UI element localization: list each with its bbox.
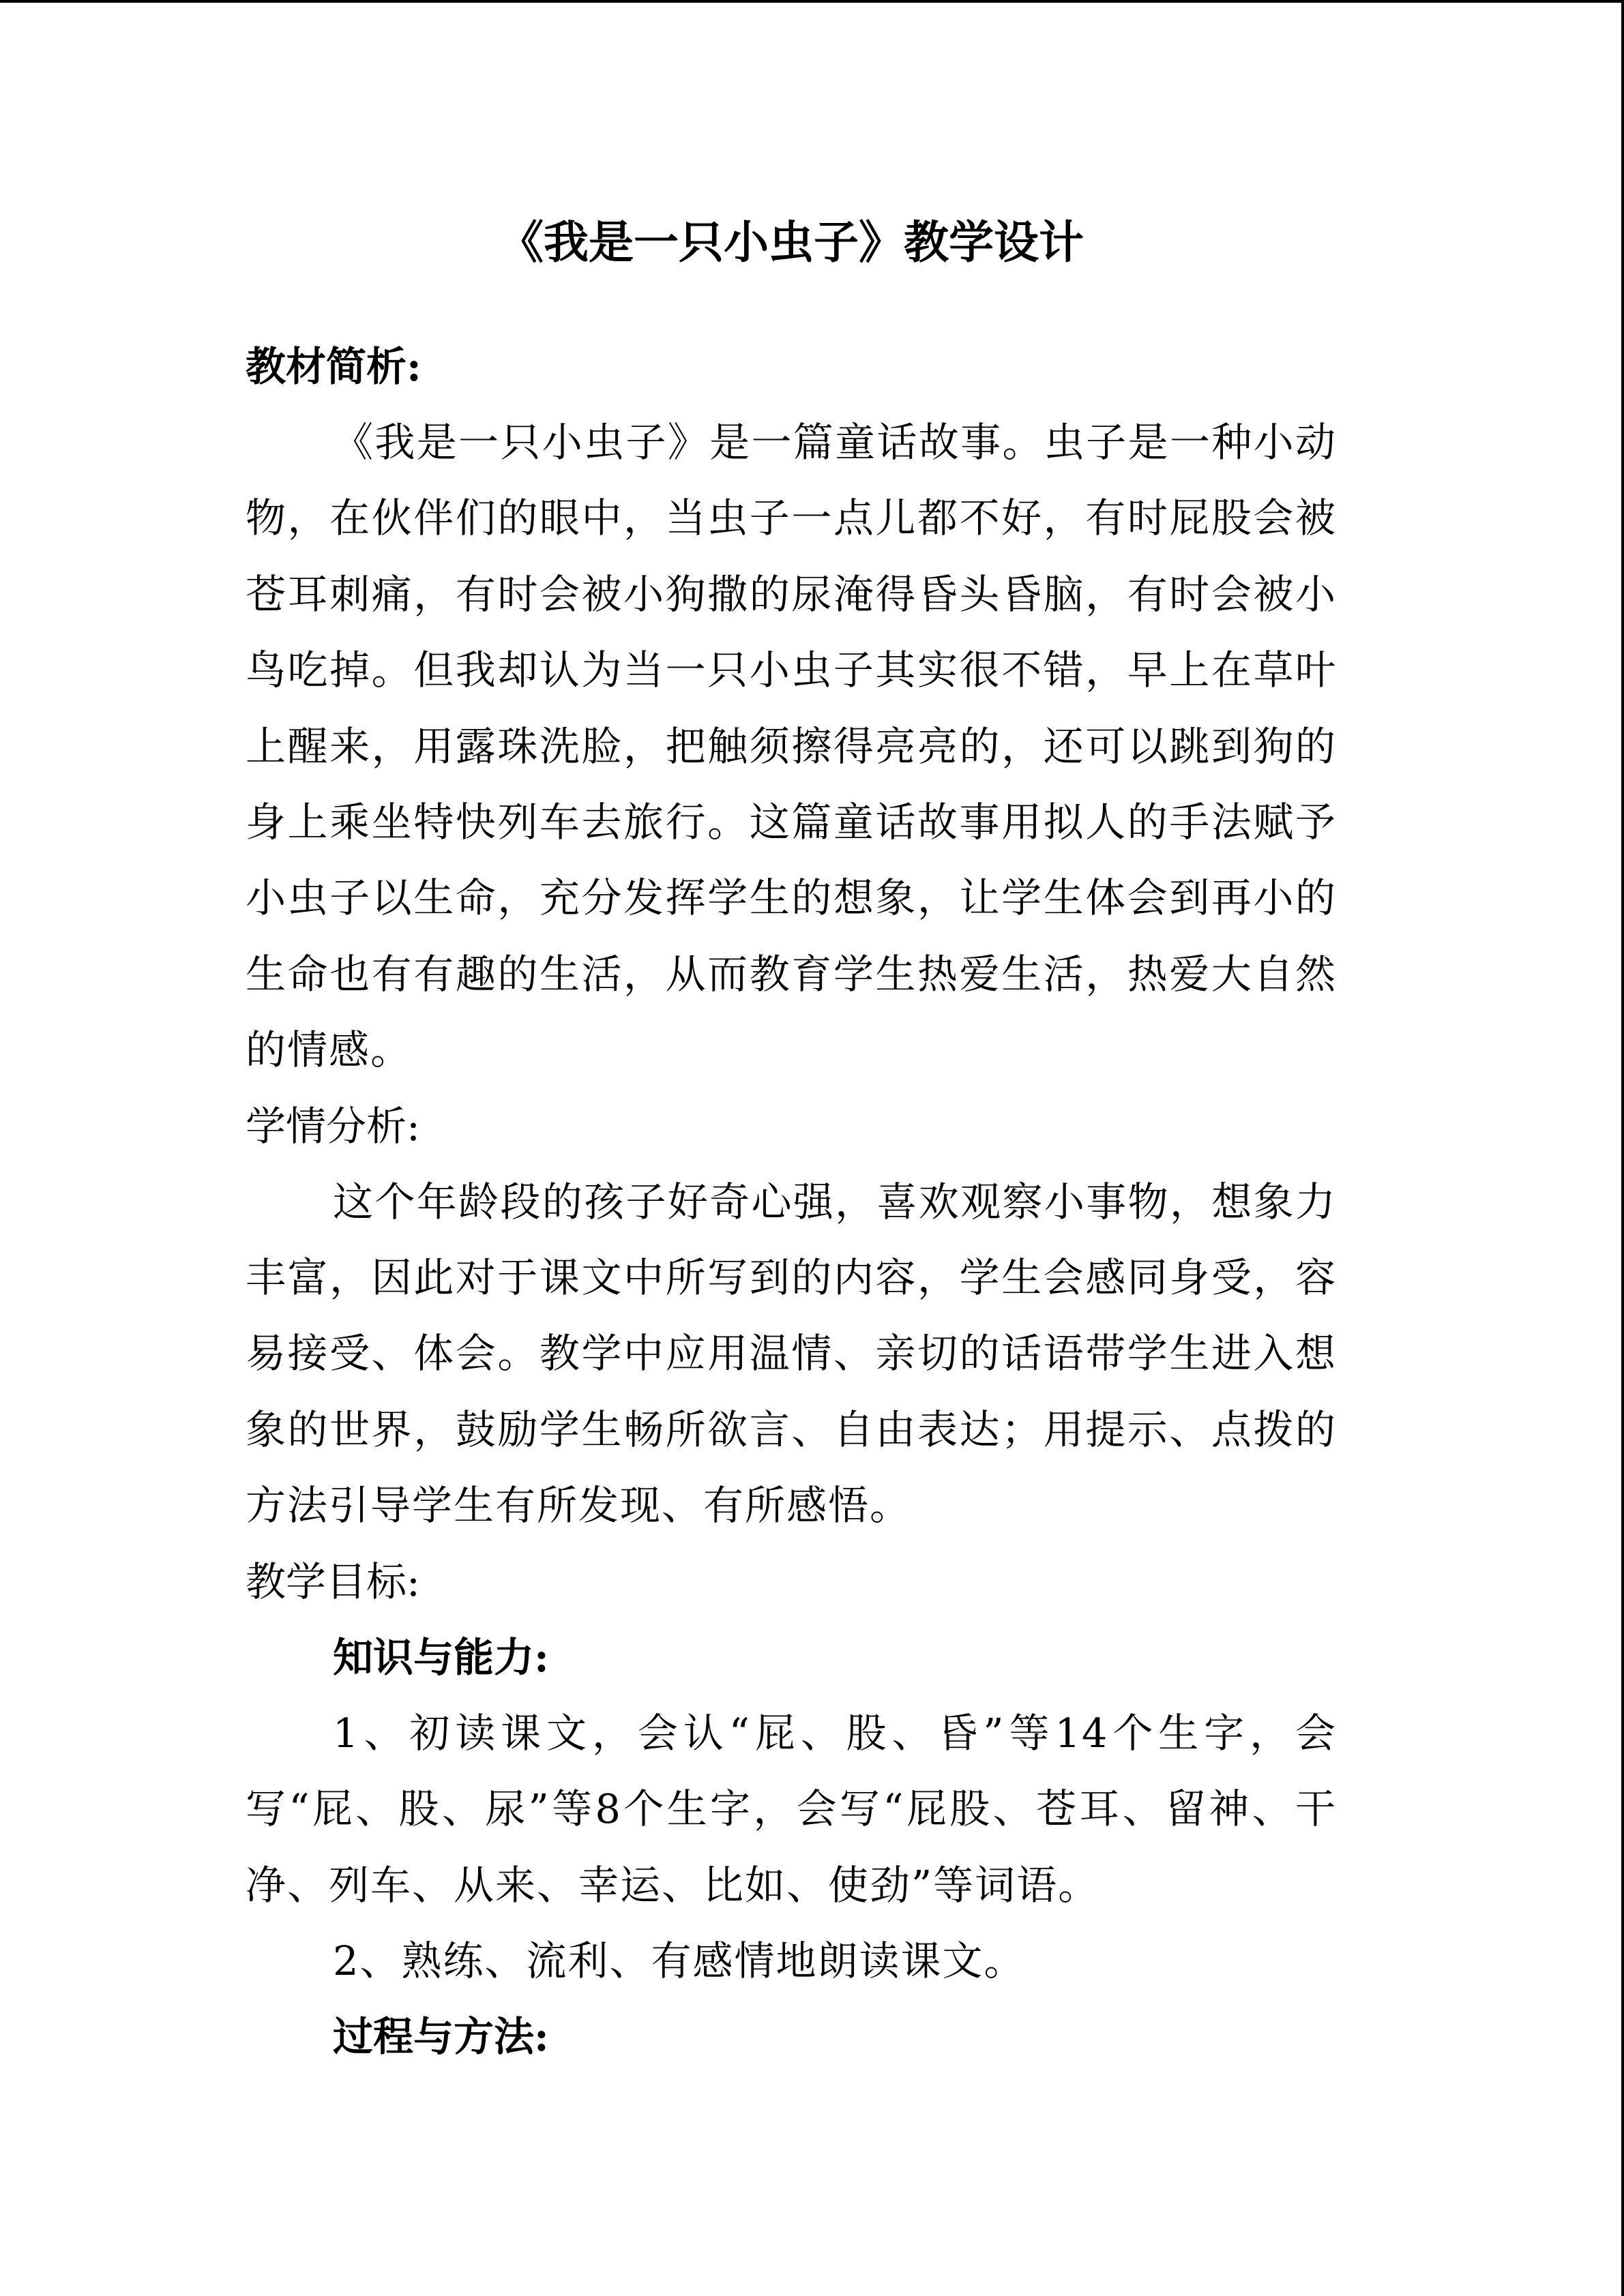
goal-item-2: 2、熟练、流利、有感情地朗读课文。 (333, 1937, 1026, 1984)
document-title: 《我是一只小虫子》教学设计 (499, 215, 1084, 269)
student-analysis-paragraph: 这个年龄段的孩子好奇心强，喜欢观察小事物，想象力丰富，因此对于课文中所写到的内容，学生会感同身受，容易接受、体会。教学中应用温情、亲切的话语带学生进入想象的世界，鼓励学生畅所欲言、自由表达；用提示、点拨的方法引导学生有所发现、有所感悟。 (246, 1178, 1337, 1530)
process-method-heading: 过程与方法: (333, 2013, 549, 2061)
student-analysis-heading: 学情分析: (246, 1102, 420, 1150)
teaching-goals-heading: 教学目标: (246, 1557, 420, 1605)
document-body (246, 205, 1337, 2074)
knowledge-ability-heading: 知识与能力: (333, 1633, 549, 1681)
textbook-analysis-paragraph: 《我是一只小虫子》是一篇童话故事。虫子是一种小动物，在伙伴们的眼中，当虫子一点儿都不好，有时屁股会被苍耳刺痛，有时会被小狗撒的尿淹得昏头昏脑，有时会被小鸟吃掉。但我却认为当一只小虫子其实很不错，早上在草叶上醒来，用露珠洗脸，把触须擦得亮亮的，还可以跳到狗的身上乘坐特快列车去旅行。这篇童话故事用拟人的手法赋予小虫子以生命，充分发挥学生的想象，让学生体会到再小的生命也有有趣的生活，从而教育学生热爱生活，热爱大自然的情感。 (246, 419, 1337, 1074)
page-border-top (0, 0, 1624, 3)
page-border-right (1621, 0, 1624, 2296)
textbook-analysis-heading: 教材简析: (246, 343, 422, 390)
goal-item-1: 1、初读课文，会认“屁、股、昏”等14个生字，会写“屁、股、尿”等8个生字，会写“屁股、苍耳、留神、干净、列车、从来、幸运、比如、使劲”等词语。 (246, 1709, 1337, 1909)
